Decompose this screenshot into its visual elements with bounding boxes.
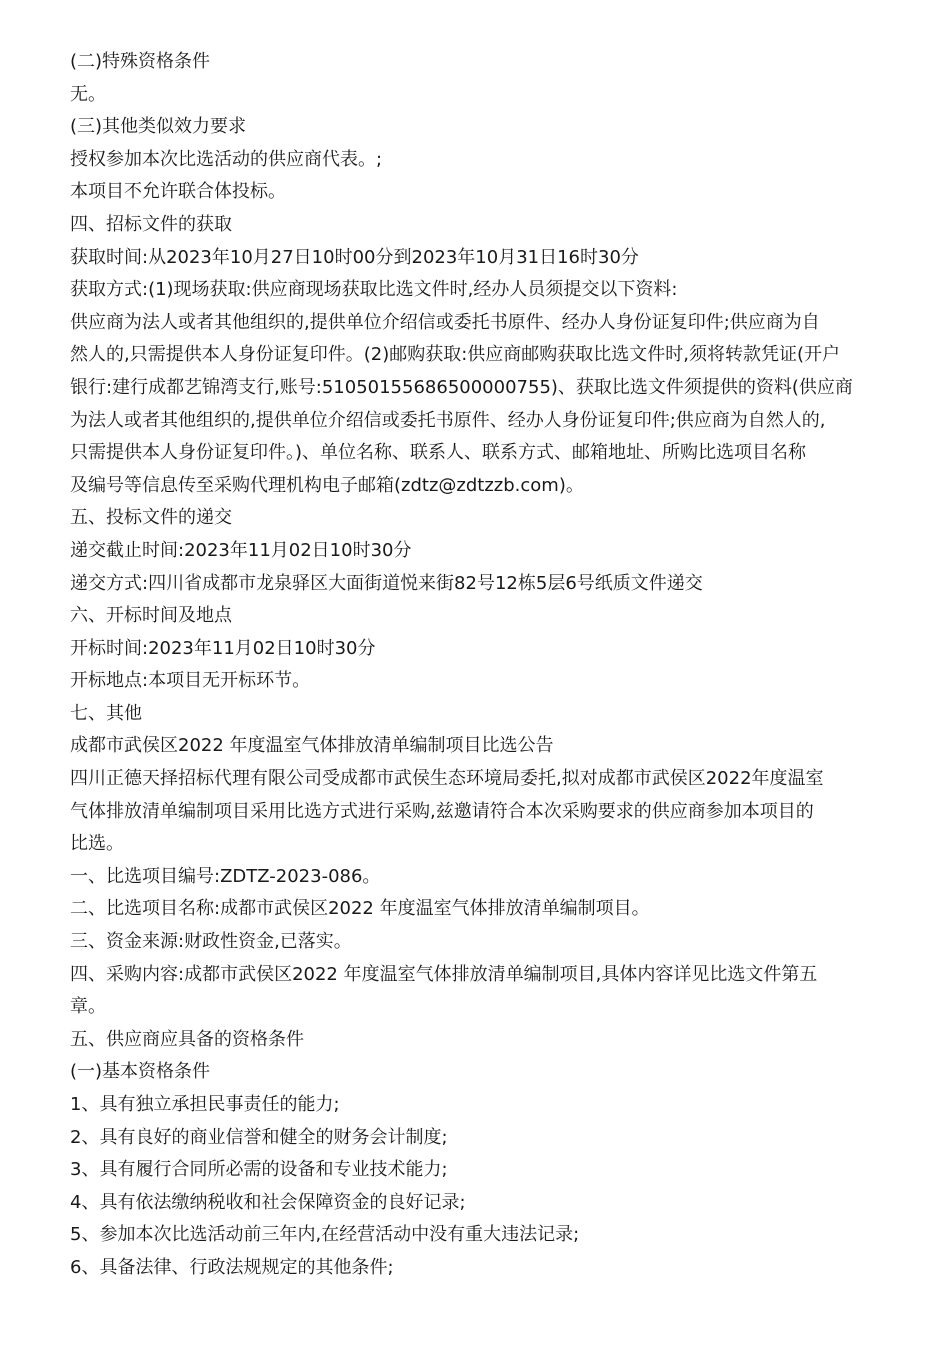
obtain-detail-paragraph: [70, 307, 882, 503]
paragraph-line: 供应商为法人或者其他组织的,提供单位介绍信或委托书原件、经办人身份证复印件;供应商为自: [70, 311, 820, 333]
section7-heading: 七、其他: [70, 702, 142, 724]
other-req-heading: (三)其他类似效力要求: [70, 116, 247, 138]
open-place: 开标地点:本项目无开标环节。: [70, 670, 311, 692]
submit-deadline: 递交截止时间:2023年11月02日10时30分: [70, 539, 412, 561]
obtain-time: 获取时间:从2023年10月27日10时00分到2023年10月31日16时30分: [70, 246, 639, 268]
item-procurement-content: [70, 959, 882, 1024]
list-item: 1、具有独立承担民事责任的能力;: [70, 1094, 340, 1115]
item-project-name: 二、比选项目名称:成都市武侯区2022 年度温室气体排放清单编制项目。: [70, 898, 650, 920]
special-qual-heading: (二)特殊资格条件: [70, 51, 211, 72]
list-item: 2、具有良好的商业信誉和健全的财务会计制度;: [70, 1126, 448, 1148]
section6-heading: 六、开标时间及地点: [70, 605, 232, 627]
basic-qual-heading: (一)基本资格条件: [70, 1061, 211, 1083]
list-item: 6、具备法律、行政法规规定的其他条件;: [70, 1256, 394, 1278]
open-time: 开标时间:2023年11月02日10时30分: [70, 637, 376, 659]
submit-method: 递交方式:四川省成都市龙泉驿区大面街道悦来街82号12栋5层6号纸质文件递交: [70, 572, 703, 594]
paragraph-line: 及编号等信息传至采购代理机构电子邮箱(zdtz@zdtzzb.com)。: [70, 474, 584, 496]
paragraph-line: 章。: [70, 996, 106, 1018]
paragraph-line: 银行:建行成都艺锦湾支行,账号:51050155686500000755)、获取比选文件须提供的资料(供应商: [70, 376, 853, 398]
item-funding-source: 三、资金来源:财政性资金,已落实。: [70, 931, 352, 953]
notice-intro-paragraph: [70, 763, 882, 861]
list-item: 5、参加本次比选活动前三年内,在经营活动中没有重大违法记录;: [70, 1224, 580, 1246]
notice-title: 成都市武侯区2022 年度温室气体排放清单编制项目比选公告: [70, 735, 554, 757]
obtain-method: 获取方式:(1)现场获取:供应商现场获取比选文件时,经办人员须提交以下资料:: [70, 279, 678, 301]
list-item: 4、具有依法缴纳税收和社会保障资金的良好记录;: [70, 1191, 466, 1213]
special-qual-body: 无。: [70, 83, 106, 105]
section4-heading: 四、招标文件的获取: [70, 213, 232, 235]
section5-heading: 五、投标文件的递交: [70, 507, 232, 529]
paragraph-line: 四川正德天择招标代理有限公司受成都市武侯生态环境局委托,拟对成都市武侯区2022年度温室: [70, 768, 824, 790]
paragraph-line: 四、采购内容:成都市武侯区2022 年度温室气体排放清单编制项目,具体内容详见比选文件第五: [70, 963, 818, 985]
paragraph-line: 只需提供本人身份证复印件。)、单位名称、联系人、联系方式、邮箱地址、所购比选项目名称: [70, 442, 807, 464]
paragraph-line: 比选。: [70, 833, 124, 855]
item5-heading: 五、供应商应具备的资格条件: [70, 1028, 304, 1050]
paragraph-line: 然人的,只需提供本人身份证复印件。(2)邮购获取:供应商邮购获取比选文件时,须将转款凭证(开户: [70, 344, 841, 366]
other-req-body-1: 授权参加本次比选活动的供应商代表。;: [70, 148, 383, 170]
item-project-number: 一、比选项目编号:ZDTZ-2023-086。: [70, 865, 381, 887]
paragraph-line: 为法人或者其他组织的,提供单位介绍信或委托书原件、经办人身份证复印件;供应商为自然人的,: [70, 409, 826, 431]
list-item: 3、具有履行合同所必需的设备和专业技术能力;: [70, 1159, 448, 1181]
paragraph-line: 气体排放清单编制项目采用比选方式进行采购,兹邀请符合本次采购要求的供应商参加本项目的: [70, 800, 814, 822]
other-req-body-2: 本项目不允许联合体投标。: [70, 181, 286, 203]
